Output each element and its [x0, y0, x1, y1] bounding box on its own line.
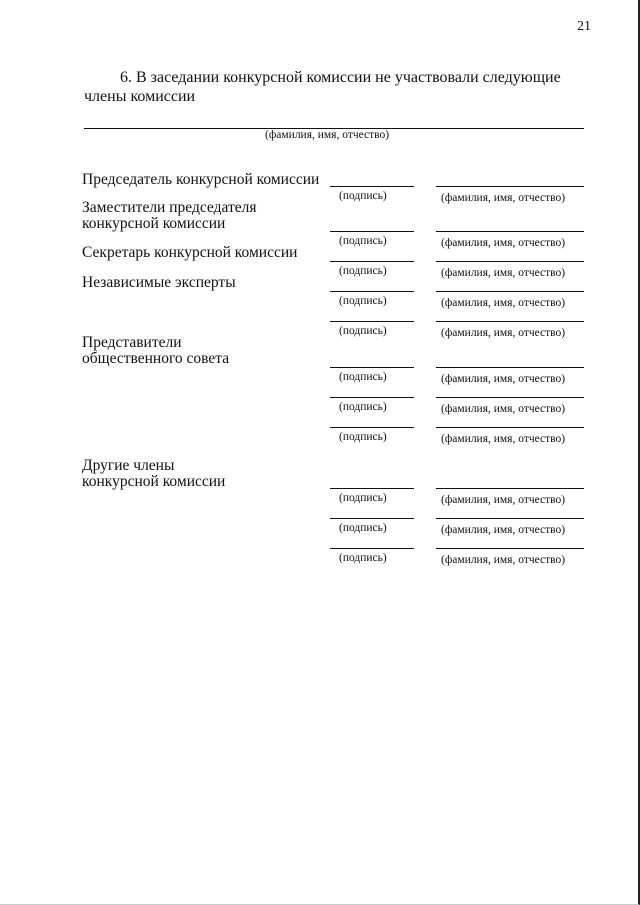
signature-line	[330, 488, 414, 489]
role-chairman: Председатель конкурсной комиссии	[82, 171, 320, 188]
signature-line	[330, 518, 414, 519]
name-line	[436, 291, 584, 292]
name-caption: (фамилия, имя, отчество)	[441, 373, 566, 385]
paragraph-text: 6. В заседании конкурсной комиссии не участвовали следующие члены комиссии	[84, 69, 561, 105]
role-council-line-2: общественного совета	[82, 350, 230, 367]
name-line	[436, 186, 584, 187]
signature-caption: (подпись)	[339, 190, 387, 202]
absent-members-caption: (фамилия, имя, отчество)	[265, 129, 390, 141]
name-caption: (фамилия, имя, отчество)	[441, 524, 566, 536]
signature-caption: (подпись)	[339, 371, 387, 383]
signature-caption: (подпись)	[339, 235, 387, 247]
page-number: 21	[577, 19, 591, 34]
signature-line	[330, 186, 414, 187]
signature-caption: (подпись)	[339, 401, 387, 413]
role-experts: Независимые эксперты	[82, 274, 236, 291]
role-council-line-1: Представители	[82, 334, 182, 351]
name-caption: (фамилия, имя, отчество)	[441, 433, 566, 445]
signature-line	[330, 367, 414, 368]
name-caption: (фамилия, имя, отчество)	[441, 327, 566, 339]
name-line	[436, 518, 584, 519]
name-line	[436, 488, 584, 489]
signature-caption: (подпись)	[339, 522, 387, 534]
signature-line	[330, 291, 414, 292]
paragraph-6	[84, 68, 604, 106]
role-deputies	[82, 200, 256, 232]
signature-line	[330, 231, 414, 232]
role-deputies-line-1: Заместители председателя	[82, 199, 257, 216]
name-caption: (фамилия, имя, отчество)	[441, 267, 566, 279]
name-caption: (фамилия, имя, отчество)	[441, 403, 566, 415]
name-caption: (фамилия, имя, отчество)	[441, 237, 566, 249]
signature-caption: (подпись)	[339, 431, 387, 443]
role-council	[82, 335, 229, 367]
role-others-line-1: Другие члены	[82, 457, 175, 474]
name-line	[436, 548, 584, 549]
role-others	[82, 458, 225, 490]
signature-caption: (подпись)	[339, 552, 387, 564]
name-line	[436, 321, 584, 322]
name-line	[436, 261, 584, 262]
role-secretary: Секретарь конкурсной комиссии	[82, 244, 298, 261]
role-others-line-2: конкурсной комиссии	[82, 473, 226, 490]
signature-line	[330, 261, 414, 262]
name-line	[436, 427, 584, 428]
name-caption: (фамилия, имя, отчество)	[441, 192, 566, 204]
role-deputies-line-2: конкурсной комиссии	[82, 215, 226, 232]
name-line	[436, 397, 584, 398]
name-caption: (фамилия, имя, отчество)	[441, 297, 566, 309]
signature-caption: (подпись)	[339, 492, 387, 504]
signature-line	[330, 548, 414, 549]
name-caption: (фамилия, имя, отчество)	[441, 554, 566, 566]
name-line	[436, 231, 584, 232]
signature-caption: (подпись)	[339, 265, 387, 277]
name-line	[436, 367, 584, 368]
signature-caption: (подпись)	[339, 295, 387, 307]
signature-line	[330, 397, 414, 398]
name-caption: (фамилия, имя, отчество)	[441, 494, 566, 506]
signature-line	[330, 427, 414, 428]
signature-line	[330, 321, 414, 322]
signature-caption: (подпись)	[339, 325, 387, 337]
